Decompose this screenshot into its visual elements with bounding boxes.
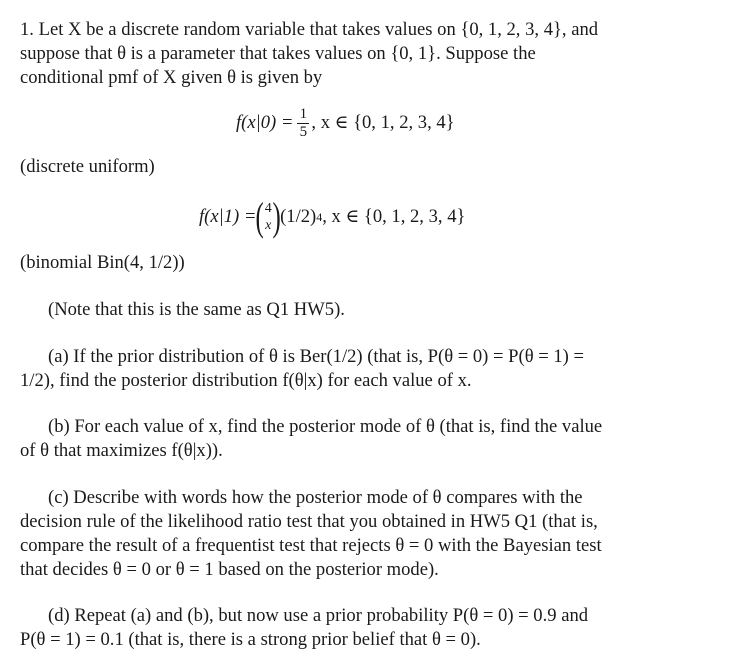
- note-line: (Note that this is the same as Q1 HW5).: [48, 299, 345, 320]
- eq2-lhs: f(x|1) =: [199, 206, 257, 227]
- part-d-line-2: P(θ = 1) = 0.1 (that is, there is a strong prior belief that θ = 0).: [20, 629, 481, 650]
- eq1-fraction-denominator: 5: [299, 123, 308, 140]
- part-c-line-1: (c) Describe with words how the posterior mode of θ compares with the: [48, 487, 583, 508]
- part-d-line-1: (d) Repeat (a) and (b), but now use a prior probability P(θ = 0) = 0.9 and: [48, 605, 589, 626]
- equation-binomial: f(x|1) = ( 4 x ) (1/2) 4 , x ∈ {0, 1, 2, 3, 4}: [199, 194, 466, 239]
- eq1-fraction-numerator: 1: [299, 105, 308, 122]
- part-c-line-2: decision rule of the likelihood ratio test that you obtained in HW5 Q1 (that is,: [20, 511, 598, 532]
- label-discrete-uniform: (discrete uniform): [20, 156, 155, 177]
- intro-line-1: 1. Let X be a discrete random variable that takes values on {0, 1, 2, 3, 4}, and: [20, 19, 599, 40]
- part-c-line-4: that decides θ = 0 or θ = 1 based on the posterior mode).: [20, 559, 439, 580]
- equation-discrete-uniform: [236, 100, 455, 146]
- eq2-rhs-domain: , x ∈ {0, 1, 2, 3, 4}: [322, 206, 466, 227]
- intro-line-3: conditional pmf of X given θ is given by: [20, 67, 323, 88]
- eq2-binom-top: 4: [264, 201, 272, 216]
- eq2-binomial-coefficient: [265, 200, 272, 234]
- right-paren-icon: ): [272, 194, 281, 239]
- eq2-binom-bottom: x: [265, 218, 272, 233]
- eq1-fraction: [297, 106, 309, 141]
- eq2-rhs-base: (1/2): [280, 206, 317, 227]
- left-paren-icon: (: [255, 194, 265, 239]
- intro-line-2: suppose that θ is a parameter that takes values on {0, 1}. Suppose the: [20, 43, 536, 64]
- part-b-line-2: of θ that maximizes f(θ|x)).: [20, 440, 223, 461]
- eq1-rhs: , x ∈ {0, 1, 2, 3, 4}: [311, 112, 455, 133]
- part-a-line-2: 1/2), find the posterior distribution f(θ|x) for each value of x.: [20, 370, 472, 391]
- part-b-line-1: (b) For each value of x, find the posterior mode of θ (that is, find the value: [48, 416, 603, 437]
- label-binomial: (binomial Bin(4, 1/2)): [20, 252, 185, 273]
- part-c-line-3: compare the result of a frequentist test that rejects θ = 0 with the Bayesian test: [20, 535, 602, 556]
- part-a-line-1: (a) If the prior distribution of θ is Ber(1/2) (that is, P(θ = 0) = P(θ = 1) =: [48, 346, 585, 367]
- eq1-lhs: f(x|0) =: [236, 112, 294, 133]
